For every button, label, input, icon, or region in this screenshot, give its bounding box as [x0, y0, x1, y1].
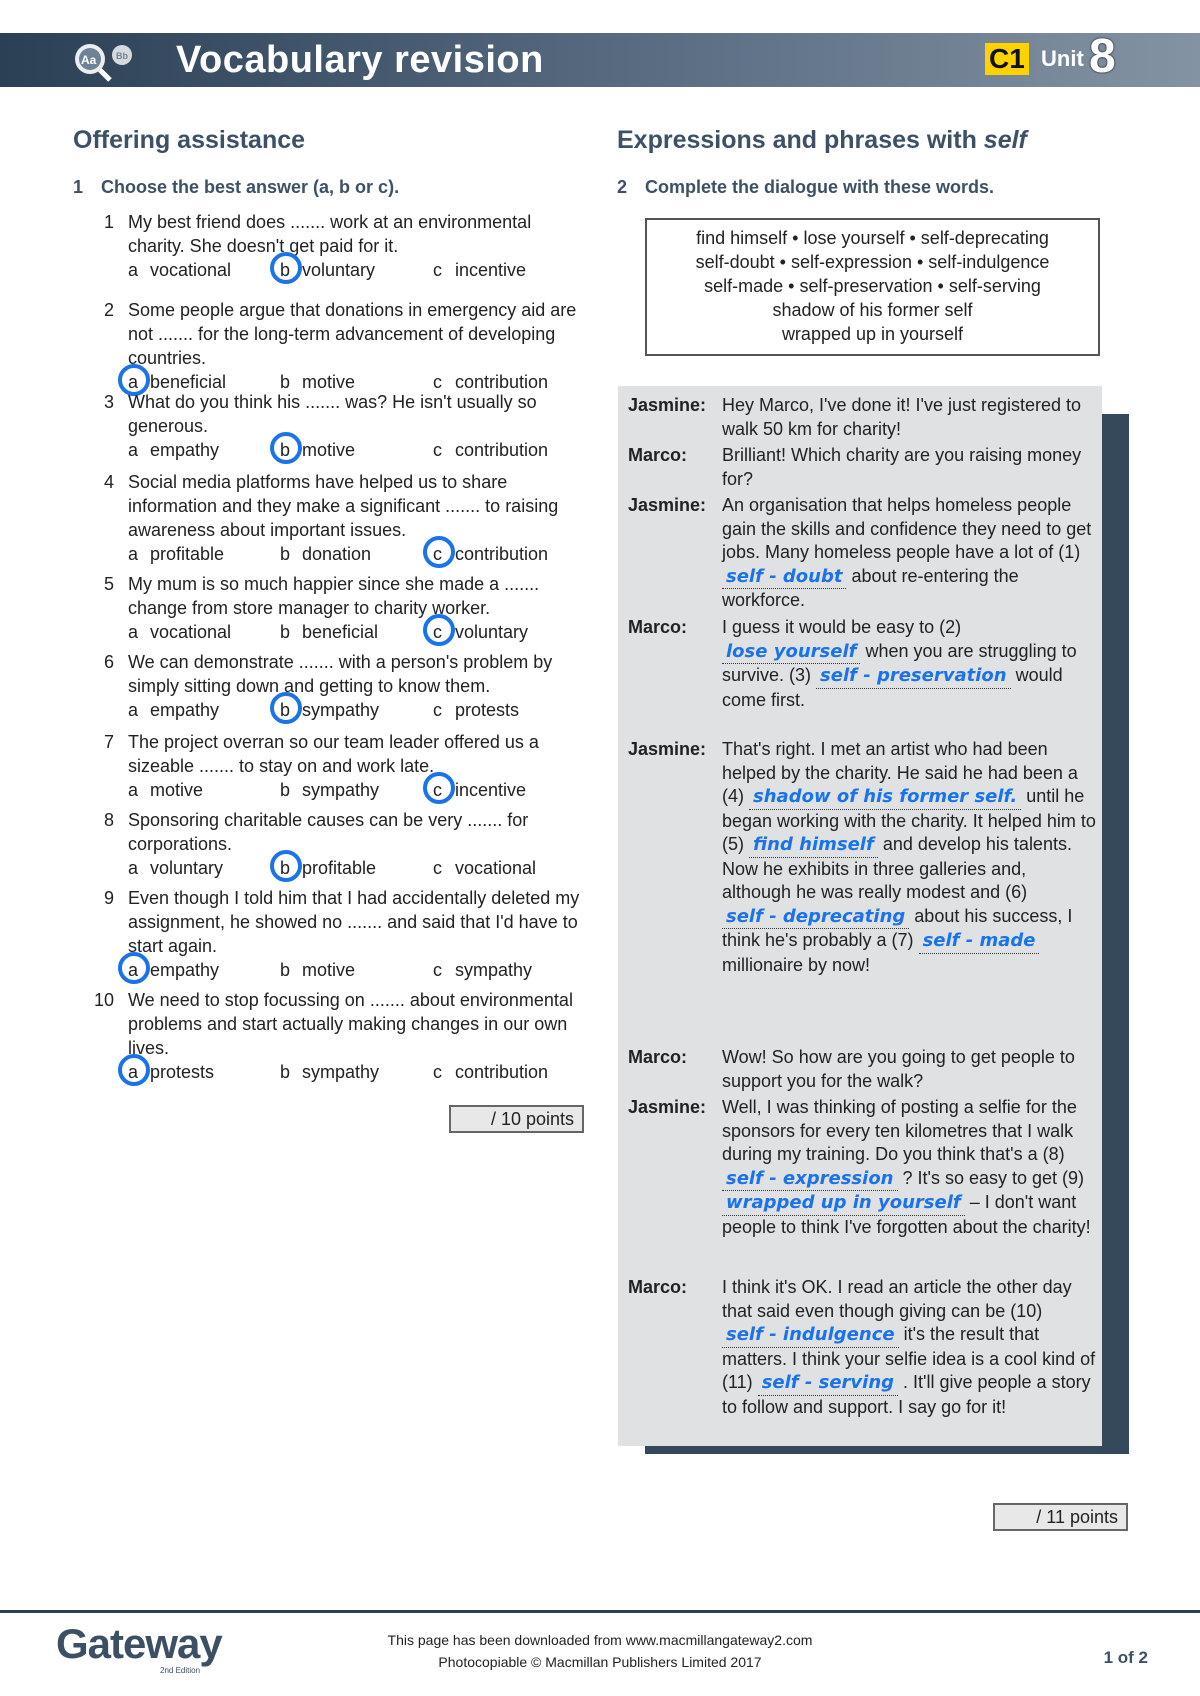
- question-text: What do you think his ....... was? He isn't usually so generous.: [128, 392, 537, 436]
- unit-label: Unit: [1041, 46, 1084, 71]
- dialogue-segment: Well, I was thinking of posting a selfie for the sponsors for every ten kilometres that I walk during my training. Do you think that's a (8): [722, 1097, 1077, 1164]
- option-text: motive: [150, 780, 204, 800]
- dialogue-segment: Brilliant! Which charity are you raising money for?: [722, 445, 1082, 489]
- option-letter: b: [280, 858, 291, 878]
- question-text: Some people argue that donations in emergency aid are not ....... for the long-term advancement of developing countries.: [128, 300, 577, 368]
- speaker-name: Marco:: [628, 445, 688, 465]
- instruction-text: Complete the dialogue with these words.: [645, 177, 995, 197]
- dialogue-turn: [628, 1046, 1098, 1093]
- handwritten-answer[interactable]: shadow of his former self.: [749, 785, 1021, 810]
- option-a[interactable]: [128, 258, 231, 282]
- question-number: 10: [93, 990, 114, 1010]
- dialogue-segment: until he began working with the charity. It helped him to (5): [722, 786, 1096, 854]
- question-number: 9: [103, 888, 114, 908]
- option-letter: a: [128, 440, 139, 460]
- option-b[interactable]: [280, 258, 375, 282]
- answer-options: [128, 1060, 590, 1086]
- option-letter: a: [128, 700, 139, 720]
- handwritten-answer[interactable]: wrapped up in yourself: [722, 1191, 965, 1216]
- option-c[interactable]: [433, 438, 548, 462]
- answer-options: [128, 698, 590, 724]
- option-c[interactable]: [433, 542, 548, 566]
- option-c[interactable]: [433, 958, 532, 982]
- word-line: find himself • lose yourself • self-deprecating: [696, 228, 1049, 248]
- selection-circle: [423, 614, 455, 646]
- selection-circle: [270, 692, 302, 724]
- option-text: empathy: [150, 960, 220, 980]
- question-number: 4: [103, 472, 114, 492]
- option-letter: a: [128, 372, 139, 392]
- speaker-name: Jasmine:: [628, 395, 707, 415]
- dialogue-text: [722, 394, 1098, 441]
- dialogue-text: [722, 444, 1098, 491]
- dialogue-text: [722, 1046, 1098, 1093]
- answer-options: [128, 258, 590, 284]
- option-a[interactable]: [128, 698, 219, 722]
- unit-number: 8: [1089, 30, 1116, 83]
- dialogue-text: [722, 1276, 1098, 1419]
- option-b[interactable]: [280, 1060, 379, 1084]
- dialogue-text: [722, 494, 1098, 613]
- question-text: My best friend does ....... work at an environmental charity. She doesn't get paid for it.: [128, 212, 532, 256]
- option-b[interactable]: [280, 958, 355, 982]
- dialogue-segment: That's right. I met an artist who had been helped by the charity. He said he had been a (4): [722, 739, 1078, 806]
- option-b[interactable]: [280, 438, 355, 462]
- option-text: donation: [302, 544, 372, 564]
- option-text: voluntary: [150, 858, 224, 878]
- option-c[interactable]: [433, 778, 526, 802]
- page-header: [0, 30, 1200, 87]
- option-text: protests: [455, 700, 520, 720]
- dialogue-segment: I guess it would be easy to (2): [722, 617, 962, 637]
- speaker-name: Jasmine:: [628, 1097, 707, 1117]
- unit-badge: [985, 30, 1155, 83]
- instruction-number: 2: [617, 177, 628, 197]
- option-letter: c: [433, 780, 442, 800]
- option-a[interactable]: [128, 958, 219, 982]
- copyright-note: Photocopiable © Macmillan Publishers Limited 2017: [438, 1654, 762, 1670]
- dialogue-segment: would come first.: [722, 665, 1063, 710]
- option-c[interactable]: [433, 620, 528, 644]
- selection-circle: [118, 1054, 150, 1086]
- level-label: C1: [985, 43, 1029, 75]
- option-text: motive: [302, 372, 356, 392]
- option-letter: a: [128, 780, 139, 800]
- points-box-2: / 11 points: [993, 1503, 1128, 1531]
- question-text: We need to stop focussing on ....... about environmental problems and start actually making changes in our own lives.: [128, 990, 573, 1058]
- handwritten-answer[interactable]: self - preservation: [816, 664, 1011, 689]
- option-text: empathy: [150, 440, 220, 460]
- section-title-text: Expressions and phrases with: [617, 126, 977, 154]
- question-text: The project overran so our team leader offered us a sizeable ....... to stay on and work late.: [128, 732, 539, 776]
- question-number: 2: [103, 300, 114, 320]
- svg-text:Bb: Bb: [116, 51, 128, 61]
- question-item: [90, 650, 590, 724]
- speaker-name: Marco:: [628, 1047, 688, 1067]
- dialogue-segment: An organisation that helps homeless people gain the skills and confidence they need to get jobs. Many homeless people have a lot of (1): [722, 495, 1092, 562]
- section-title-expressions: [617, 126, 1027, 155]
- option-text: contribution: [455, 372, 549, 392]
- option-letter: a: [128, 260, 139, 280]
- option-letter: a: [128, 858, 139, 878]
- option-letter: b: [280, 622, 291, 642]
- instruction-text: Choose the best answer (a, b or c).: [101, 177, 400, 197]
- option-letter: b: [280, 544, 291, 564]
- dialogue-segment: it's the result that matters. I think your selfie idea is a cool kind of (11): [722, 1324, 1096, 1392]
- option-letter: c: [433, 1062, 442, 1082]
- option-letter: c: [433, 440, 442, 460]
- option-text: vocational: [150, 260, 232, 280]
- option-letter: b: [280, 260, 291, 280]
- section-title-offering: Offering assistance: [73, 126, 306, 154]
- selection-circle: [423, 772, 455, 804]
- handwritten-answer[interactable]: lose yourself: [722, 640, 860, 665]
- question-item: [90, 988, 590, 1086]
- option-text: contribution: [455, 544, 549, 564]
- dialogue-turn: [628, 394, 1098, 441]
- question-number: 1: [103, 212, 114, 232]
- instruction-1: [73, 177, 399, 198]
- word-line: shadow of his former self: [772, 300, 973, 320]
- word-line: self-doubt • self-expression • self-indulgence: [695, 252, 1050, 272]
- dialogue-text: [722, 616, 1098, 712]
- option-text: protests: [150, 1062, 215, 1082]
- option-text: voluntary: [302, 260, 376, 280]
- option-text: vocational: [150, 622, 232, 642]
- question-number: 5: [103, 574, 114, 594]
- option-text: incentive: [455, 780, 527, 800]
- speaker-name: Jasmine:: [628, 739, 707, 759]
- dialogue-panel: [618, 386, 1102, 1446]
- question-item: [90, 572, 590, 646]
- handwritten-answer[interactable]: find himself: [749, 833, 878, 858]
- speaker-name: Marco:: [628, 617, 688, 637]
- dialogue-text: [722, 738, 1098, 977]
- dialogue-turn: [628, 1276, 1098, 1419]
- handwritten-answer[interactable]: self - made: [919, 929, 1040, 954]
- option-letter: b: [280, 440, 291, 460]
- answer-options: [128, 438, 590, 464]
- option-a[interactable]: [128, 1060, 214, 1084]
- dialogue-turn: [628, 1096, 1098, 1239]
- selection-circle: [270, 252, 302, 284]
- dialogue-turn: [628, 494, 1098, 613]
- magnifier-icon: [70, 37, 150, 83]
- question-number: 3: [103, 392, 114, 412]
- option-text: beneficial: [150, 372, 227, 392]
- option-letter: a: [128, 960, 139, 980]
- handwritten-answer[interactable]: self - serving: [758, 1371, 898, 1396]
- option-text: profitable: [302, 858, 377, 878]
- question-item: [90, 390, 590, 464]
- question-text: Social media platforms have helped us to share information and they make a significant ....... to raising awareness about important issues.: [128, 472, 559, 540]
- option-b[interactable]: [280, 778, 379, 802]
- option-text: incentive: [455, 260, 527, 280]
- word-line: wrapped up in yourself: [781, 324, 964, 344]
- option-b[interactable]: [280, 620, 378, 644]
- word-line: self-made • self-preservation • self-serving: [704, 276, 1041, 296]
- option-b[interactable]: [280, 542, 371, 566]
- dialogue-segment: I think it's OK. I read an article the other day that said even though giving can be (10): [722, 1277, 1072, 1321]
- question-item: [90, 470, 590, 568]
- handwritten-answer[interactable]: self - deprecating: [722, 905, 909, 930]
- instruction-number: 1: [73, 177, 84, 197]
- handwritten-answer[interactable]: self - expression: [722, 1167, 898, 1192]
- word-box: [645, 218, 1100, 356]
- speaker-name: Marco:: [628, 1277, 688, 1297]
- brand-logo: Gateway: [56, 1620, 222, 1667]
- option-letter: b: [280, 700, 291, 720]
- question-item: [90, 886, 590, 984]
- option-c[interactable]: [433, 698, 519, 722]
- page-number: 1 of 2: [1103, 1648, 1148, 1667]
- dialogue-segment: about his success, I think he's probably a (7): [722, 905, 1073, 950]
- option-letter: c: [433, 372, 442, 392]
- option-text: sympathy: [302, 1062, 380, 1082]
- option-text: motive: [302, 960, 356, 980]
- question-number: 6: [103, 652, 114, 672]
- dialogue-text: [722, 1096, 1098, 1239]
- option-a[interactable]: [128, 438, 219, 462]
- dialogue-segment: and develop his talents. Now he exhibits in three galleries and, although he was really modest and (6): [722, 834, 1072, 902]
- option-text: voluntary: [455, 622, 529, 642]
- question-number: 7: [103, 732, 114, 752]
- download-note: This page has been downloaded from www.macmillangateway2.com: [387, 1632, 813, 1648]
- option-letter: b: [280, 780, 291, 800]
- dialogue-segment: when you are struggling to survive. (3): [722, 640, 1077, 685]
- option-c[interactable]: [433, 856, 536, 880]
- dialogue-segment: – I don't want people to think I've forgotten about the charity!: [722, 1192, 1091, 1237]
- option-c[interactable]: [433, 1060, 548, 1084]
- dialogue-turn: [628, 444, 1098, 491]
- selection-circle: [270, 432, 302, 464]
- svg-text:Aa: Aa: [81, 53, 97, 67]
- option-letter: a: [128, 1062, 139, 1082]
- page-title: Vocabulary revision: [176, 39, 544, 81]
- option-text: sympathy: [302, 780, 380, 800]
- question-number: 8: [103, 810, 114, 830]
- option-b[interactable]: [280, 856, 376, 880]
- dialogue-segment: ? It's so easy to get (9): [902, 1167, 1085, 1188]
- answer-options: [128, 778, 590, 804]
- brand-edition: 2nd Edition: [160, 1666, 201, 1675]
- option-text: vocational: [455, 858, 537, 878]
- handwritten-answer[interactable]: self - indulgence: [722, 1323, 899, 1348]
- option-letter: a: [128, 622, 139, 642]
- question-item: [90, 298, 590, 396]
- option-text: motive: [302, 440, 356, 460]
- option-b[interactable]: [280, 698, 379, 722]
- selection-circle: [423, 536, 455, 568]
- dialogue-segment: about re-entering the workforce.: [722, 565, 1019, 610]
- selection-circle: [118, 952, 150, 984]
- points-box-1: / 10 points: [449, 1105, 584, 1133]
- dialogue-segment: . It'll give people a story to follow and support. I say go for it!: [722, 1372, 1091, 1417]
- question-text: Sponsoring charitable causes can be very ....... for corporations.: [128, 810, 529, 854]
- footer-divider: [0, 1610, 1200, 1613]
- option-a[interactable]: [128, 620, 231, 644]
- dialogue-segment: Hey Marco, I've done it! I've just registered to walk 50 km for charity!: [722, 395, 1082, 439]
- option-letter: a: [128, 544, 139, 564]
- option-text: contribution: [455, 440, 549, 460]
- speaker-name: Jasmine:: [628, 495, 707, 515]
- option-letter: b: [280, 1062, 291, 1082]
- question-text: Even though I told him that I had accidentally deleted my assignment, he showed no ....... and said that I'd have to start again.: [128, 888, 580, 956]
- option-letter: b: [280, 960, 291, 980]
- option-letter: c: [433, 858, 442, 878]
- selection-circle: [270, 850, 302, 882]
- option-a[interactable]: [128, 778, 203, 802]
- option-text: sympathy: [302, 700, 380, 720]
- option-letter: c: [433, 260, 442, 280]
- option-text: profitable: [150, 544, 225, 564]
- answer-options: [128, 542, 590, 568]
- option-text: contribution: [455, 1062, 549, 1082]
- option-text: beneficial: [302, 622, 379, 642]
- option-text: empathy: [150, 700, 220, 720]
- instruction-2: [617, 177, 994, 198]
- handwritten-answer[interactable]: self - doubt: [722, 565, 846, 590]
- answer-options: [128, 620, 590, 646]
- dialogue-turn: [628, 616, 1098, 712]
- option-text: sympathy: [455, 960, 533, 980]
- dialogue-segment: Wow! So how are you going to get people to support you for the walk?: [722, 1047, 1075, 1091]
- option-letter: b: [280, 372, 291, 392]
- question-text: We can demonstrate ....... with a person's problem by simply sitting down and getting to know them.: [128, 652, 553, 696]
- option-letter: c: [433, 700, 442, 720]
- dialogue-turn: [628, 738, 1098, 977]
- question-item: [90, 730, 590, 804]
- question-item: [90, 210, 590, 284]
- option-c[interactable]: [433, 258, 526, 282]
- option-letter: c: [433, 622, 442, 642]
- dialogue-segment: millionaire by now!: [722, 954, 871, 975]
- option-a[interactable]: [128, 542, 224, 566]
- option-letter: c: [433, 544, 442, 564]
- option-a[interactable]: [128, 856, 223, 880]
- question-text: My mum is so much happier since she made a ....... change from store manager to charity worker.: [128, 574, 540, 618]
- section-title-emphasis: self: [983, 126, 1027, 154]
- answer-options: [128, 856, 590, 882]
- question-item: [90, 808, 590, 882]
- answer-options: [128, 958, 590, 984]
- option-letter: c: [433, 960, 442, 980]
